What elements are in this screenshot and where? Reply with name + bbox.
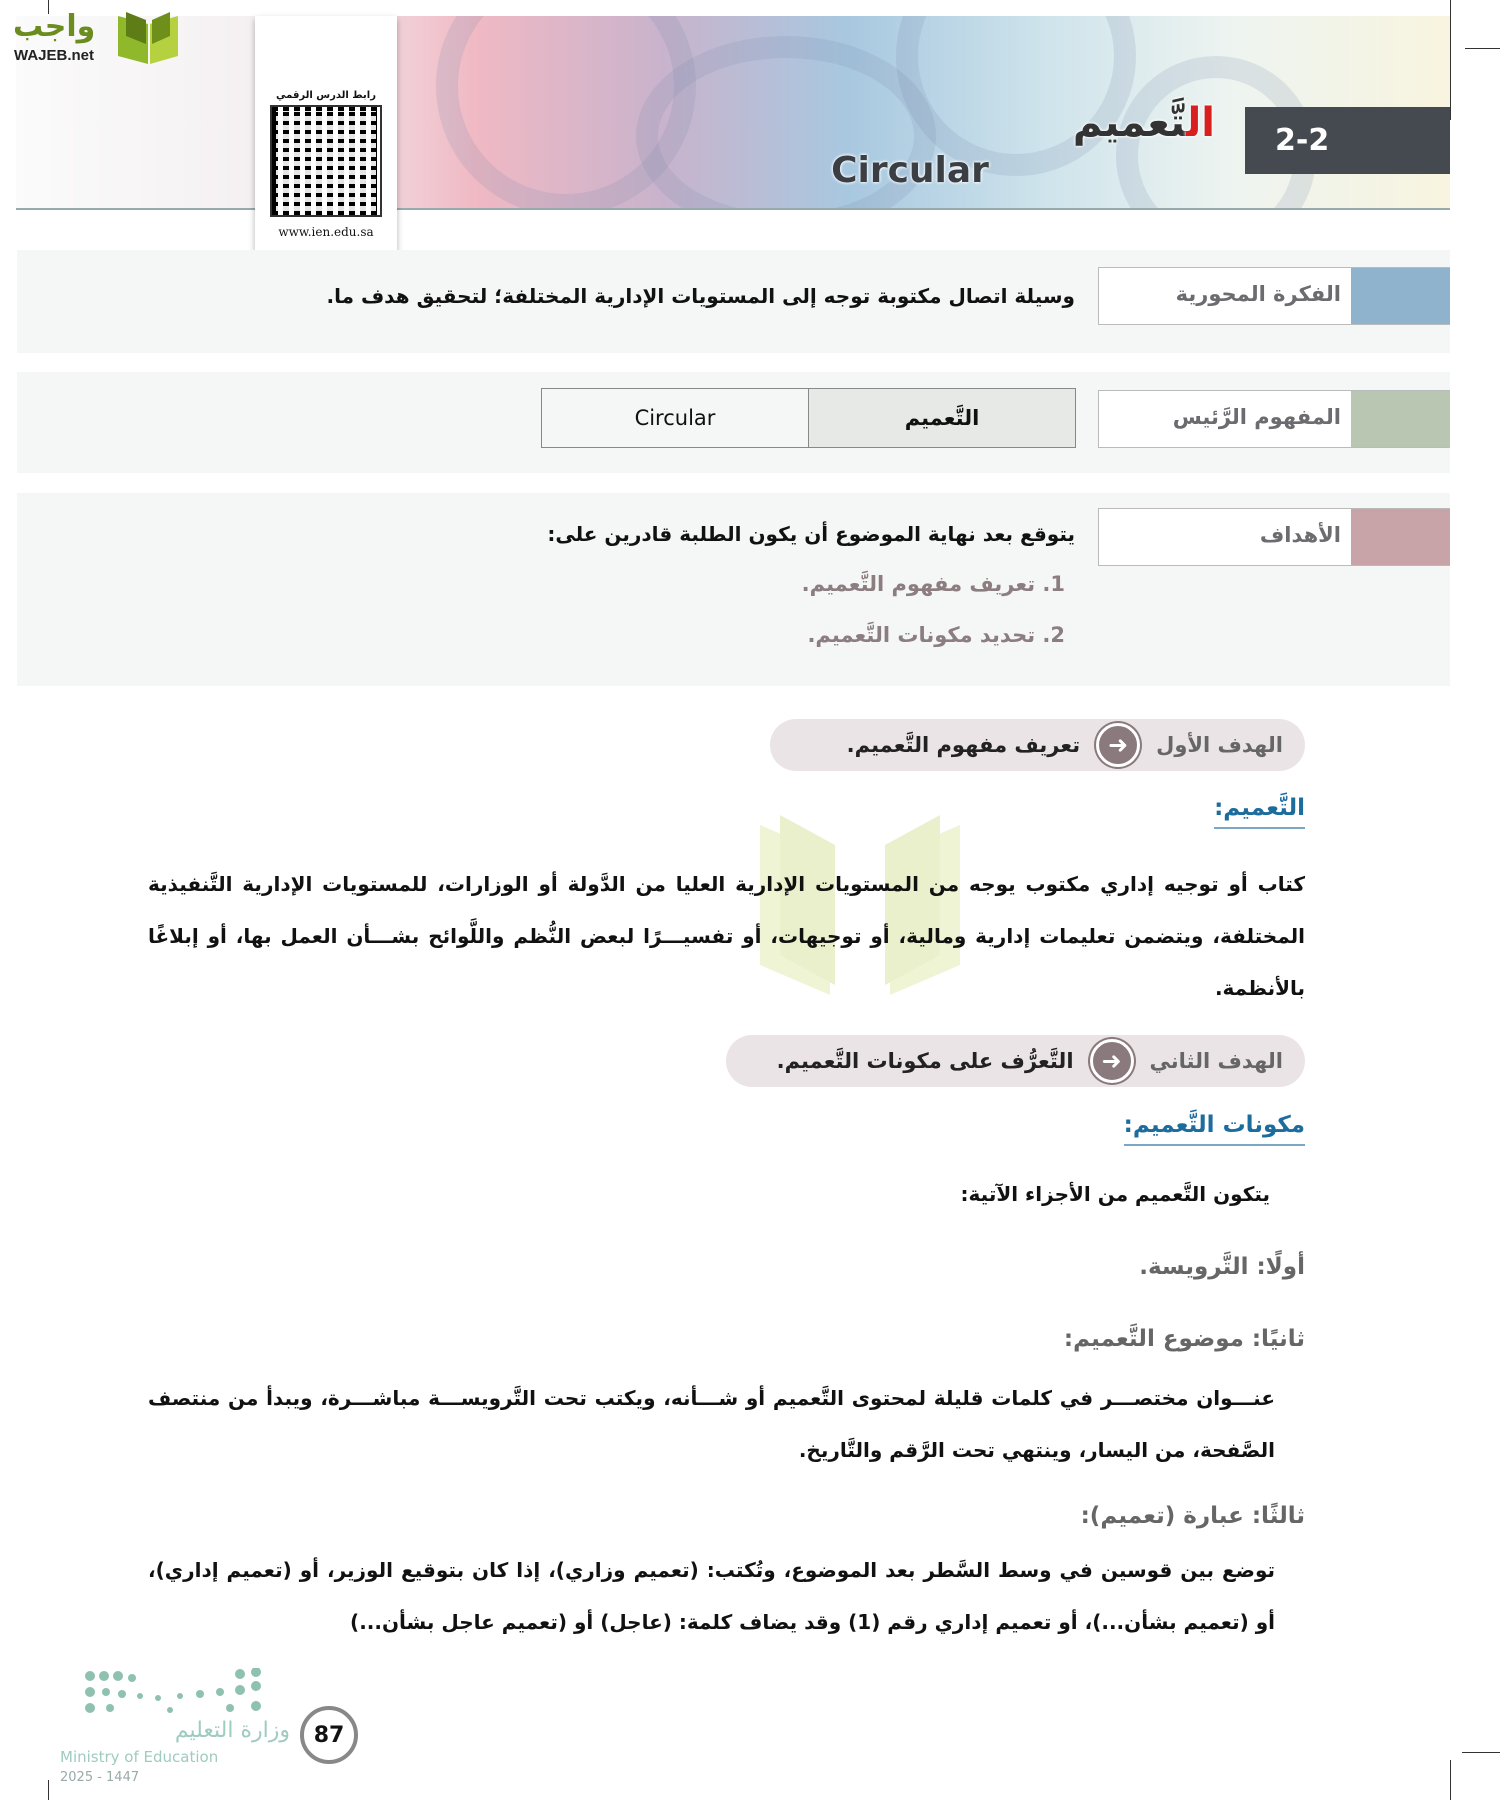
goal-1-text: تعريف مفهوم التَّعميم. (846, 733, 1081, 757)
main-concept-label-box (1098, 390, 1450, 448)
lesson-title-ar (1000, 100, 1215, 146)
concept-term-en: Circular (634, 406, 716, 430)
title-prefix: ال (1186, 100, 1215, 146)
lesson-banner (16, 16, 1450, 210)
ministry-name-en: Ministry of Education (60, 1748, 219, 1766)
edition-year: 2025 - 1447 (60, 1770, 140, 1785)
component-second: ثانيًا: موضوع التَّعميم: (1063, 1326, 1305, 1352)
crop-mark (48, 1780, 49, 1800)
crop-mark (1462, 1752, 1500, 1753)
concept-term-ar: التَّعميم (808, 389, 1075, 447)
core-idea-text: وسيلة اتصال مكتوبة توجه إلى المستويات الإدارية المختلفة؛ لتحقيق هدف ما. (326, 284, 1075, 308)
arrow-left-icon: ➜ (1090, 1039, 1134, 1083)
objectives-label: الأهداف (1259, 523, 1341, 547)
lesson-number: 2-2 (1245, 107, 1450, 174)
qr-url[interactable]: www.ien.edu.sa (278, 225, 374, 239)
objective-item: 2. تحديد مكونات التَّعميم. (807, 623, 1065, 647)
crop-mark (1450, 1760, 1451, 1800)
crop-mark (1450, 0, 1451, 120)
qr-code-icon[interactable] (270, 105, 382, 217)
core-idea-label: الفكرة المحورية (1175, 282, 1341, 306)
qr-card[interactable] (255, 16, 397, 255)
ministry-of-education-logo-icon (80, 1668, 270, 1716)
goal-2-label: الهدف الثاني (1149, 1049, 1283, 1073)
definition-heading: التَّعميم: (1214, 795, 1305, 829)
component-third: ثالثًا: عبارة (تعميم): (1080, 1503, 1305, 1529)
page-number: 87 (300, 1706, 358, 1764)
component-third-text: توضع بين قوسين في وسط السَّطر بعد الموضوع، وتُكتب: (تعميم وزاري)، إذا كان بتوقيع الوزير، أو (تعميم إداري)، أو (تعميم بشأن...)، أو تعميم إداري رقم (1) وقد يضاف كلمة: (عاجل) أو (تعميم عاجل بشأن...) (148, 1558, 1275, 1634)
color-strip (1351, 509, 1450, 565)
concept-table (541, 388, 1076, 448)
main-concept-label: المفهوم الرَّئيس (1172, 405, 1341, 429)
core-idea-label-box (1098, 267, 1450, 325)
wajeb-logo-icon (8, 4, 193, 66)
goal-1-label: الهدف الأول (1156, 733, 1283, 757)
arrow-left-icon: ➜ (1096, 723, 1140, 767)
objectives-label-box (1098, 508, 1450, 566)
crop-mark (1465, 48, 1500, 49)
svg-text:WAJEB.net: WAJEB.net (14, 47, 95, 64)
goal-2-text: التَّعرُّف على مكونات التَّعميم. (776, 1049, 1074, 1073)
definition-text: كتاب أو توجيه إداري مكتوب يوجه من المستويات الإدارية العليا من الدَّولة أو الوزارات، للمستويات الإدارية التَّنفيذية المختلفة، ويتضمن تعليمات إدارية ومالية، أو توجيهات، أو تفسيـــرًا لبعض النُّظم واللَّوائح بشـــأن العمل بها، أو إبلاغًا بالأنظمة. (148, 872, 1305, 1000)
goal-2-banner (726, 1035, 1305, 1087)
title-rest: تَّعميم (1072, 100, 1187, 146)
component-first: أولًا: التَّرويسة. (1139, 1254, 1305, 1280)
qr-caption: رابط الدرس الرقمي (276, 90, 376, 101)
color-strip (1351, 391, 1450, 447)
lesson-title-en: Circular (831, 150, 989, 191)
ministry-name-ar: وزارة التعليم (174, 1718, 290, 1743)
components-intro: يتكون التَّعميم من الأجزاء الآتية: (960, 1182, 1270, 1206)
goal-1-banner (770, 719, 1305, 771)
svg-text:واجب: واجب (13, 9, 96, 44)
component-second-text: عنـــوان مختصـــر في كلمات قليلة لمحتوى التَّعميم أو شـــأنه، ويكتب تحت التَّرويســـة مباشـــرة، ويبدأ من منتصف الصَّفحة، من اليسار، وينتهي تحت الرَّقم والتَّاريخ. (148, 1386, 1275, 1462)
objectives-intro: يتوقع بعد نهاية الموضوع أن يكون الطلبة قادرين على: (547, 522, 1075, 546)
components-heading: مكونات التَّعميم: (1124, 1112, 1305, 1146)
color-strip (1351, 268, 1450, 324)
objective-item: 1. تعريف مفهوم التَّعميم. (801, 572, 1065, 596)
